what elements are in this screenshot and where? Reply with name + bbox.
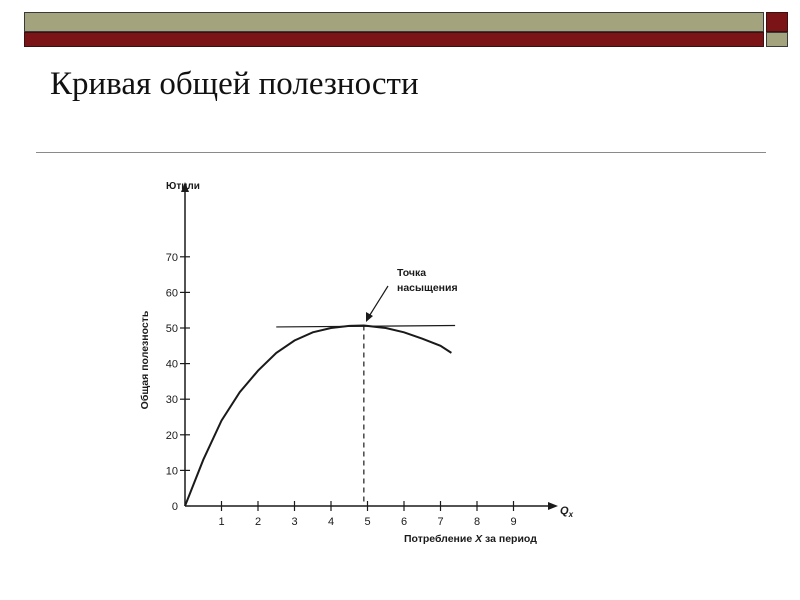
total-utility-curve: [185, 326, 451, 507]
x-axis-arrow: [548, 502, 558, 510]
saturation-label-line2: насыщения: [397, 282, 458, 294]
y-tick-label: 0: [171, 501, 178, 513]
y-tick-label: 10: [165, 465, 178, 478]
x-axis-title: Потребление X за период: [404, 533, 537, 545]
y-ticks: [166, 252, 190, 513]
y-tick-label: 70: [165, 251, 178, 264]
saturation-arrow-line: [368, 286, 388, 318]
x-tick-label: 2: [254, 516, 262, 528]
y-tick-label: 20: [165, 429, 178, 442]
x-tick-label: 3: [291, 516, 298, 528]
x-tick-label: 8: [473, 516, 481, 528]
x-tick-label: 9: [510, 516, 517, 528]
y-tick-label: 40: [165, 358, 178, 371]
y-tick-label: 30: [165, 394, 178, 407]
slide-title: Кривая общей полезности: [50, 66, 419, 102]
x-tick-label: 4: [327, 516, 335, 528]
x-axis-end-q: Q: [560, 505, 569, 517]
x-tick-label: 6: [400, 516, 408, 528]
x-tick-label: 1: [218, 516, 225, 528]
y-axis-title: Общая полезность: [139, 310, 151, 410]
x-tick-label: 7: [437, 516, 444, 528]
y-tick-label: 60: [165, 287, 178, 300]
x-tick-label: 5: [364, 516, 371, 528]
saturation-arrow-head: [366, 312, 373, 322]
y-unit-label: Ютили: [166, 181, 200, 192]
x-axis-end-sub: x: [568, 510, 574, 519]
x-axis-end-label: [560, 505, 574, 519]
saturation-label-line1: Точка: [397, 267, 427, 279]
y-tick-label: 50: [165, 323, 178, 335]
x-ticks: [218, 501, 516, 528]
